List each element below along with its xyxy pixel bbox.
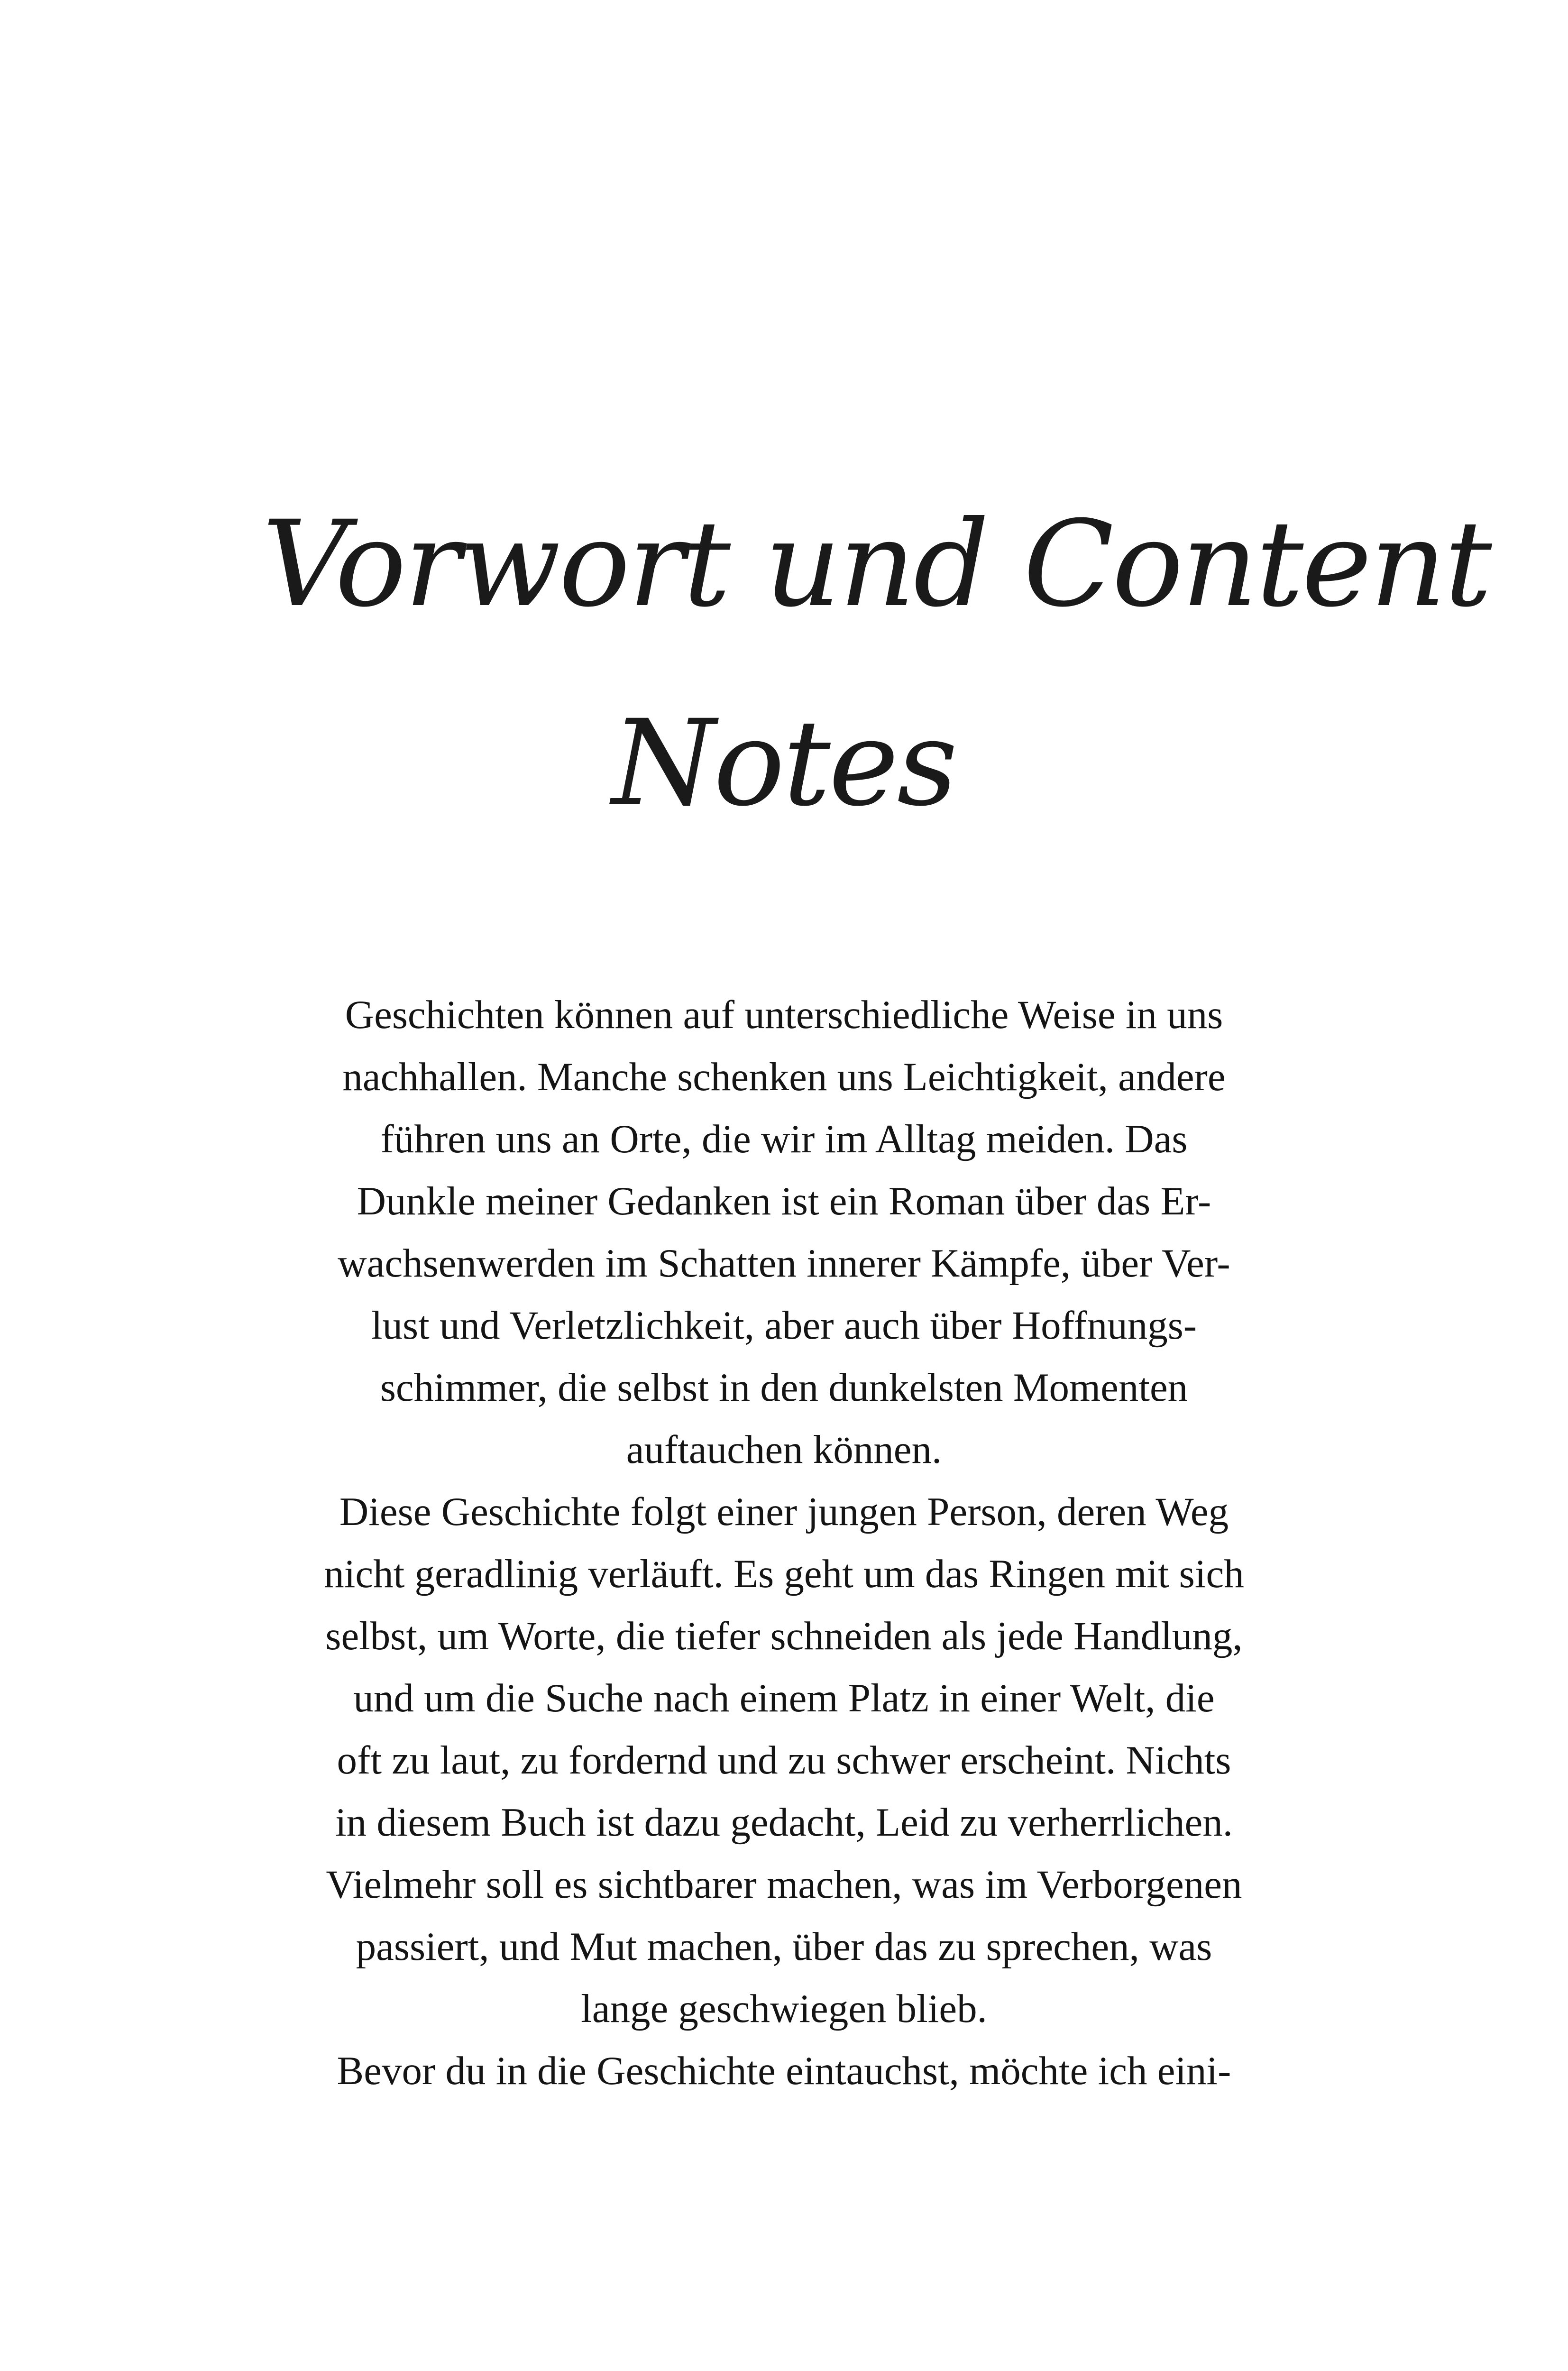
text-line: passiert, und Mut machen, über das zu sprechen, was [356, 1924, 1212, 1969]
text-line: Geschichten können auf unterschiedliche Weise in uns [345, 993, 1223, 1037]
text-line: selbst, um Worte, die tiefer schneiden als jede Handlung, [325, 1614, 1243, 1658]
text-line: nicht geradlinig verläuft. Es geht um das Ringen mit sich [324, 1552, 1244, 1596]
text-line: lust und Verletzlichkeit, aber auch über Hoffnungs- [371, 1303, 1197, 1348]
text-line: führen uns an Orte, die wir im Alltag meiden. Das [380, 1117, 1188, 1161]
text-line: und um die Suche nach einem Platz in einer Welt, die [353, 1676, 1215, 1720]
text-line: Diese Geschichte folgt einer jungen Person, deren Weg [339, 1489, 1229, 1534]
chapter-title-line-2: Notes [612, 694, 956, 832]
text-line: auftauchen können. [626, 1427, 942, 1472]
text-line: Vielmehr soll es sichtbarer machen, was im Verborgenen [326, 1862, 1242, 1907]
text-line: in diesem Buch ist dazu gedacht, Leid zu verherrlichen. [335, 1800, 1233, 1845]
text-line: wachsenwerden im Schatten innerer Kämpfe, über Ver- [338, 1241, 1230, 1286]
text-line: lange geschwiegen blieb. [581, 1986, 987, 2031]
text-line: nachhallen. Manche schenken uns Leichtigkeit, andere [342, 1055, 1226, 1099]
chapter-title-line-1: Vorwort und Content [262, 495, 1490, 633]
text-line: Bevor du in die Geschichte eintauchst, möchte ich eini- [337, 2049, 1231, 2093]
chapter-title [262, 465, 1490, 863]
text-line: oft zu laut, zu fordernd und zu schwer erscheint. Nichts [337, 1738, 1231, 1783]
text-line: Dunkle meiner Gedanken ist ein Roman über das Er- [357, 1179, 1211, 1223]
text-line: schimmer, die selbst in den dunkelsten Momenten [380, 1365, 1188, 1410]
body-text [251, 984, 1317, 2102]
